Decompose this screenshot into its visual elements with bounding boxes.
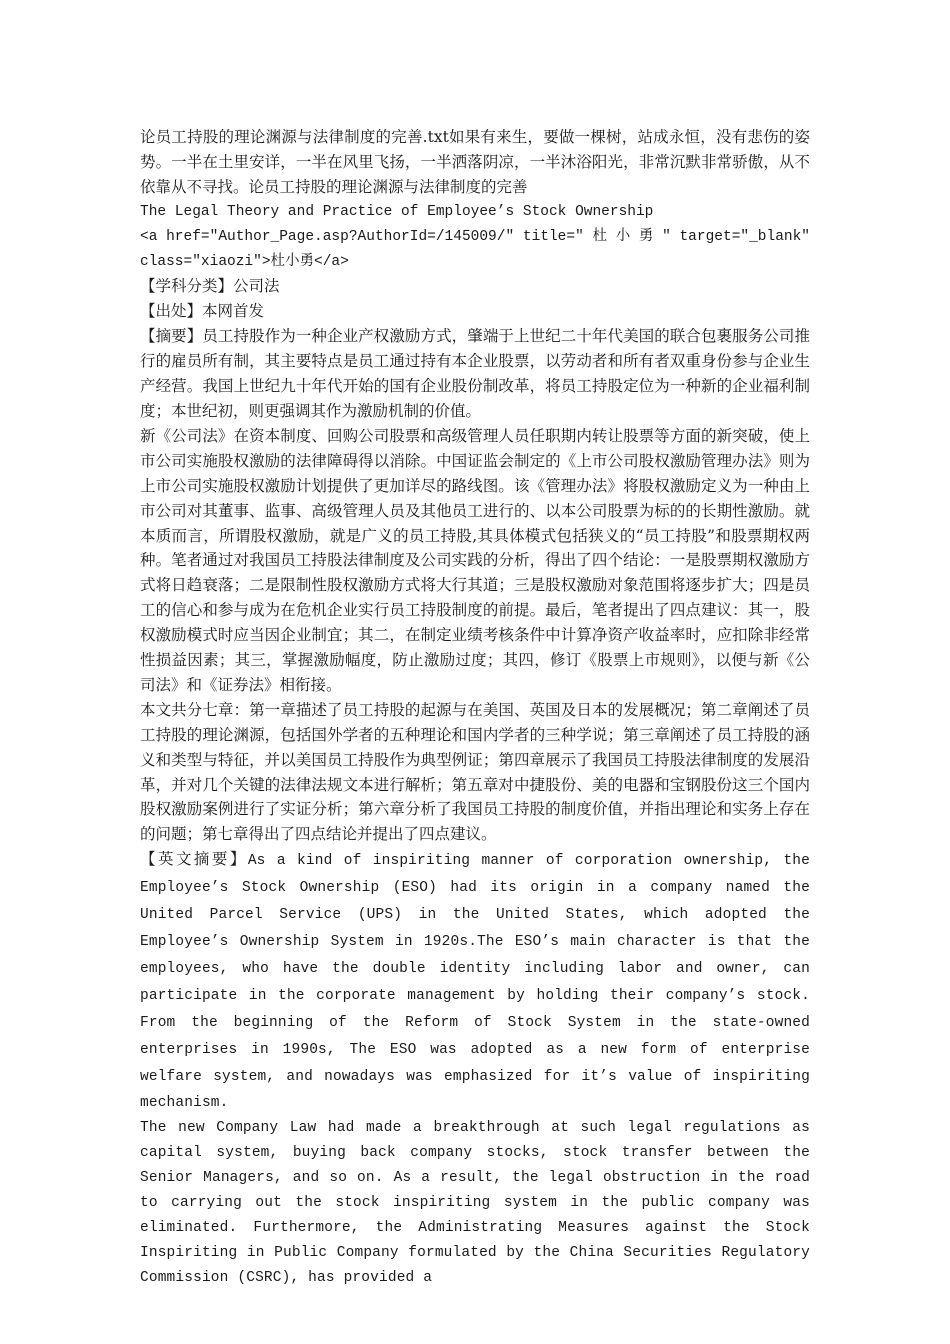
english-abstract-text: As a kind of inspiriting manner of corporation ownership, the Employee’s Stock Ownership (ESO) had its origin in a company named the United Parcel Service (UPS) in the United States, which adopted the Employee’s Ownership System in 1920s.The ESO’s main character is that the employees, who have the double identity including labor and owner, can participate in the corporate management by holding their company’s stock. From the beginning of the Reform of Stock System in the state-owned enterprises in 1990s, The ESO was adopted as a new form of enterprise welfare system, and nowadays was emphasized for it’s value of inspiriting mechanism. [140,853,810,1112]
english-paragraph-2: The new Company Law had made a breakthrough at such legal regulations as capital system, buying back company stocks, stock transfer between the Senior Managers, and so on. As a result, the legal obstruction in the road to carrying out the stock inspiriting system in the public company was eliminated. Furthermore, the Administrating Measures against the Stock Inspiriting in Public Company formulated by the China Securities Regulatory Commission (CSRC), has provided a [140,1120,810,1286]
chinese-abstract: 【摘要】员工持股作为一种企业产权激励方式，肇端于上世纪二十年代美国的联合包裹服务公司推行的雇员所有制，其主要特点是员工通过持有本企业股票，以劳动者和所有者双重身份参与企业生产经营。我国上世纪九十年代开始的国有企业股份制改革，将员工持股定位为一种新的企业福利制度；本世纪初，则更强调其作为激励机制的价值。 [140,327,810,420]
chinese-paragraph-3: 本文共分七章：第一章描述了员工持股的起源与在美国、英国及日本的发展概况；第二章阐述了员工持股的理论渊源，包括国外学者的五种理论和国内学者的三种学说；第三章阐述了员工持股的涵义和类型与特征，并以美国员工持股作为典型例证；第四章展示了我国员工持股法律制度的发展沿革，并对几个关键的法律法规文本进行解析；第五章对中捷股份、美的电器和宝钢股份这三个国内股权激励案例进行了实证分析；第六章分析了我国员工持股的制度价值，并指出理论和实务上存在的问题；第七章得出了四点结论并提出了四点建议。 [140,700,810,844]
subject-category: 【学科分类】公司法 [140,277,280,296]
source-line: 【出处】本网首发 [140,302,265,321]
english-title: The Legal Theory and Practice of Employee’s Stock Ownership [140,203,654,220]
document-body [140,125,810,1291]
chinese-paragraph-2: 新《公司法》在资本制度、回购公司股票和高级管理人员任职期内转让股票等方面的新突破，使上市公司实施股权激励的法律障碍得以消除。中国证监会制定的《上市公司股权激励管理办法》则为上市公司实施股权激励计划提供了更加详尽的路线图。该《管理办法》将股权激励定义为一种由上市公司对其董事、监事、高级管理人员及其他员工进行的、以本公司股票为标的的长期性激励。就本质而言，所谓股权激励，就是广义的员工持股,其具体模式包括狭义的“员工持股”和股票期权两种。笔者通过对我国员工持股法律制度及公司实践的分析，得出了四个结论：一是股票期权激励方式将日趋衰落；二是限制性股权激励方式将大行其道；三是股权激励对象范围将逐步扩大；四是员工的信心和参与成为在危机企业实行员工持股制度的前提。最后，笔者提出了四点建议：其一，股权激励模式时应当因企业制宜；其二，在制定业绩考核条件中计算净资产收益率时，应扣除非经常性损益因素；其三，掌握激励幅度，防止激励过度；其四，修订《股票上市规则》，以便与新《公司法》和《证券法》相衔接。 [140,426,810,694]
english-abstract [140,847,810,1116]
author-link-source: <a href="Author_Page.asp?AuthorId=/145009/" title=" 杜 小 勇 " target="_blank" class="xiaozi">杜小勇</a> [140,228,811,270]
intro-paragraph: 论员工持股的理论渊源与法律制度的完善.txt如果有来生，要做一棵树，站成永恒，没有悲伤的姿势。一半在土里安详，一半在风里飞扬，一半洒落阴凉，一半沐浴阳光，非常沉默非常骄傲，从不依靠从不寻找。论员工持股的理论渊源与法律制度的完善 [140,128,810,196]
english-abstract-label: 【英文摘要】 [140,850,248,869]
